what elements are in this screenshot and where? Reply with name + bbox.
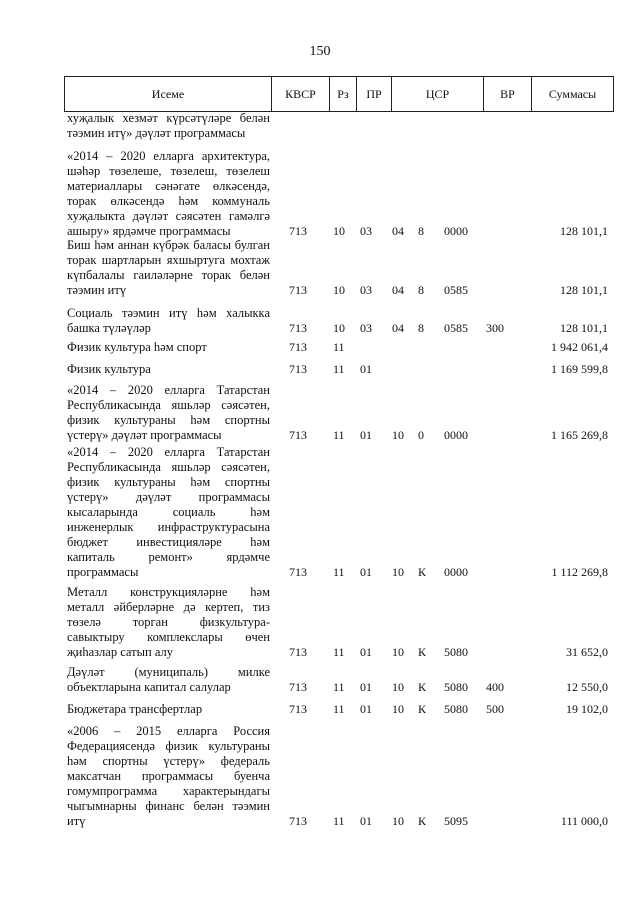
cell-c3: 0000	[444, 428, 468, 442]
cell-rz: 11	[333, 565, 345, 579]
col-rz-header: Рз	[330, 77, 357, 111]
cell-pr: 01	[360, 645, 372, 659]
cell-rz: 11	[333, 428, 345, 442]
cell-kbsr: 713	[289, 680, 307, 694]
cell-c3: 5080	[444, 702, 468, 716]
cell-sum: 111 000,0	[560, 814, 608, 828]
cell-c2: 8	[418, 321, 424, 335]
row-name: «2014 – 2020 елларга архитектура, шәһәр төзелеше, төзелеш, төзелеш материаллары сәнәгате өлкәсендә, торак өлкәсендә һәм коммуналь хуҗалыкта дәүләт сәясәтен гамәлгә ашыру» ярдәмче программасы	[67, 149, 270, 238]
cell-sum: 1 942 061,4	[551, 340, 608, 354]
cell-pr: 03	[360, 321, 372, 335]
cell-c3: 5080	[444, 645, 468, 659]
cell-rz: 11	[333, 814, 345, 828]
cell-sum: 19 102,0	[566, 702, 608, 716]
cell-c3: 0000	[444, 565, 468, 579]
cell-vr: 400	[486, 680, 504, 694]
row-name: хуҗалык хезмәт күрсәтүләре белән тәэмин итү» дәүләт программасы	[67, 111, 270, 140]
table-row	[0, 724, 640, 829]
cell-pr: 01	[360, 680, 372, 694]
row-name: Физик культура һәм спорт	[67, 340, 207, 354]
cell-rz: 10	[333, 283, 345, 297]
cell-c1: 10	[392, 814, 404, 828]
cell-c1: 10	[392, 428, 404, 442]
cell-c2: К	[418, 702, 427, 716]
cell-kbsr: 713	[289, 340, 307, 354]
cell-sum: 31 652,0	[566, 645, 608, 659]
cell-kbsr: 713	[289, 814, 307, 828]
cell-kbsr: 713	[289, 565, 307, 579]
cell-kbsr: 713	[289, 321, 307, 335]
cell-rz: 11	[333, 362, 345, 376]
col-vr-header: ВР	[484, 77, 532, 111]
cell-pr: 03	[360, 283, 372, 297]
cell-c1: 10	[392, 702, 404, 716]
cell-c1: 04	[392, 224, 404, 238]
cell-sum: 1 169 599,8	[551, 362, 608, 376]
col-name-header: Исеме	[65, 77, 272, 111]
table-row	[0, 445, 640, 580]
cell-sum: 12 550,0	[566, 680, 608, 694]
cell-pr: 01	[360, 565, 372, 579]
cell-vr: 500	[486, 702, 504, 716]
cell-rz: 11	[333, 702, 345, 716]
table-row	[0, 383, 640, 443]
cell-c1: 10	[392, 565, 404, 579]
table-row	[0, 585, 640, 660]
table-row	[0, 702, 640, 717]
cell-vr: 300	[486, 321, 504, 335]
table-row	[0, 306, 640, 336]
cell-rz: 10	[333, 224, 345, 238]
cell-pr: 01	[360, 814, 372, 828]
row-name: Бюджетара трансфертлар	[67, 702, 203, 716]
col-csr-header: ЦСР	[392, 77, 484, 111]
row-name: Металл конструкцияләрне һәм металл әйберләрне дә кертеп, тиз төзелә торган физкультура-савыктыру комплекслары өчен җиһазлар сатып алу	[67, 585, 270, 659]
table-row	[0, 665, 640, 695]
cell-sum: 1 165 269,8	[551, 428, 608, 442]
cell-c2: К	[418, 814, 427, 828]
cell-c2: К	[418, 565, 427, 579]
cell-c1: 10	[392, 680, 404, 694]
cell-c2: 8	[418, 224, 424, 238]
col-kbsr-header: КВСР	[272, 77, 330, 111]
table-row	[0, 111, 640, 141]
row-name: Биш һәм аннан күбрәк баласы булган торак шартларын яхшыртуга мохтаж күпбалалы гаиләләрне торак белән тәэмин итү	[67, 238, 270, 297]
cell-sum: 128 101,1	[560, 321, 608, 335]
table-row	[0, 362, 640, 377]
cell-pr: 01	[360, 428, 372, 442]
cell-c3: 5080	[444, 680, 468, 694]
cell-c2: К	[418, 645, 427, 659]
cell-c1: 04	[392, 321, 404, 335]
cell-c2: 8	[418, 283, 424, 297]
cell-c3: 0000	[444, 224, 468, 238]
cell-pr: 01	[360, 362, 372, 376]
row-name: «2014 – 2020 елларга Татарстан Республикасында яшьләр сәясәтен, физик культураны һәм спортны үстерү» дәүләт программасы кысаларында социаль һәм инженерлык инфраструктурасына бюджет инвестицияләре һәм капиталь ремонт» ярдәмче программасы	[67, 445, 270, 579]
cell-kbsr: 713	[289, 283, 307, 297]
cell-c2: 0	[418, 428, 424, 442]
cell-rz: 11	[333, 340, 345, 354]
col-sum-header: Суммасы	[548, 87, 597, 101]
cell-c3: 0585	[444, 283, 468, 297]
cell-c2: К	[418, 680, 427, 694]
cell-c1: 04	[392, 283, 404, 297]
cell-rz: 11	[333, 645, 345, 659]
cell-sum: 128 101,1	[560, 283, 608, 297]
cell-pr: 01	[360, 702, 372, 716]
cell-c3: 5095	[444, 814, 468, 828]
cell-c3: 0585	[444, 321, 468, 335]
cell-kbsr: 713	[289, 428, 307, 442]
table-row	[0, 340, 640, 355]
cell-rz: 10	[333, 321, 345, 335]
page-number: 150	[309, 44, 331, 59]
cell-kbsr: 713	[289, 224, 307, 238]
col-pr-header: ПР	[357, 77, 392, 111]
cell-c1: 10	[392, 645, 404, 659]
cell-kbsr: 713	[289, 702, 307, 716]
table-row	[0, 149, 640, 239]
cell-sum: 128 101,1	[560, 224, 608, 238]
cell-kbsr: 713	[289, 362, 307, 376]
cell-sum: 1 112 269,8	[551, 565, 608, 579]
cell-rz: 11	[333, 680, 345, 694]
row-name: Физик культура	[67, 362, 151, 376]
table-row	[0, 238, 640, 298]
cell-pr: 03	[360, 224, 372, 238]
cell-kbsr: 713	[289, 645, 307, 659]
row-name: Социаль тәэмин итү һәм халыкка башка түләүләр	[67, 306, 270, 335]
row-name: «2006 – 2015 елларга Россия Федерациясендә физик культураны һәм спортны үстерү» федераль максатчан программасы буенча гомумпрограмма характерындагы чыгымнарны финанс белән тәэмин итү	[67, 724, 270, 828]
row-name: Дәүләт (муниципаль) милке объектларына капитал салулар	[67, 665, 270, 694]
row-name: «2014 – 2020 елларга Татарстан Республикасында яшьләр сәясәтен, физик культураны һәм спортны үстерү» дәүләт программасы	[67, 383, 270, 442]
